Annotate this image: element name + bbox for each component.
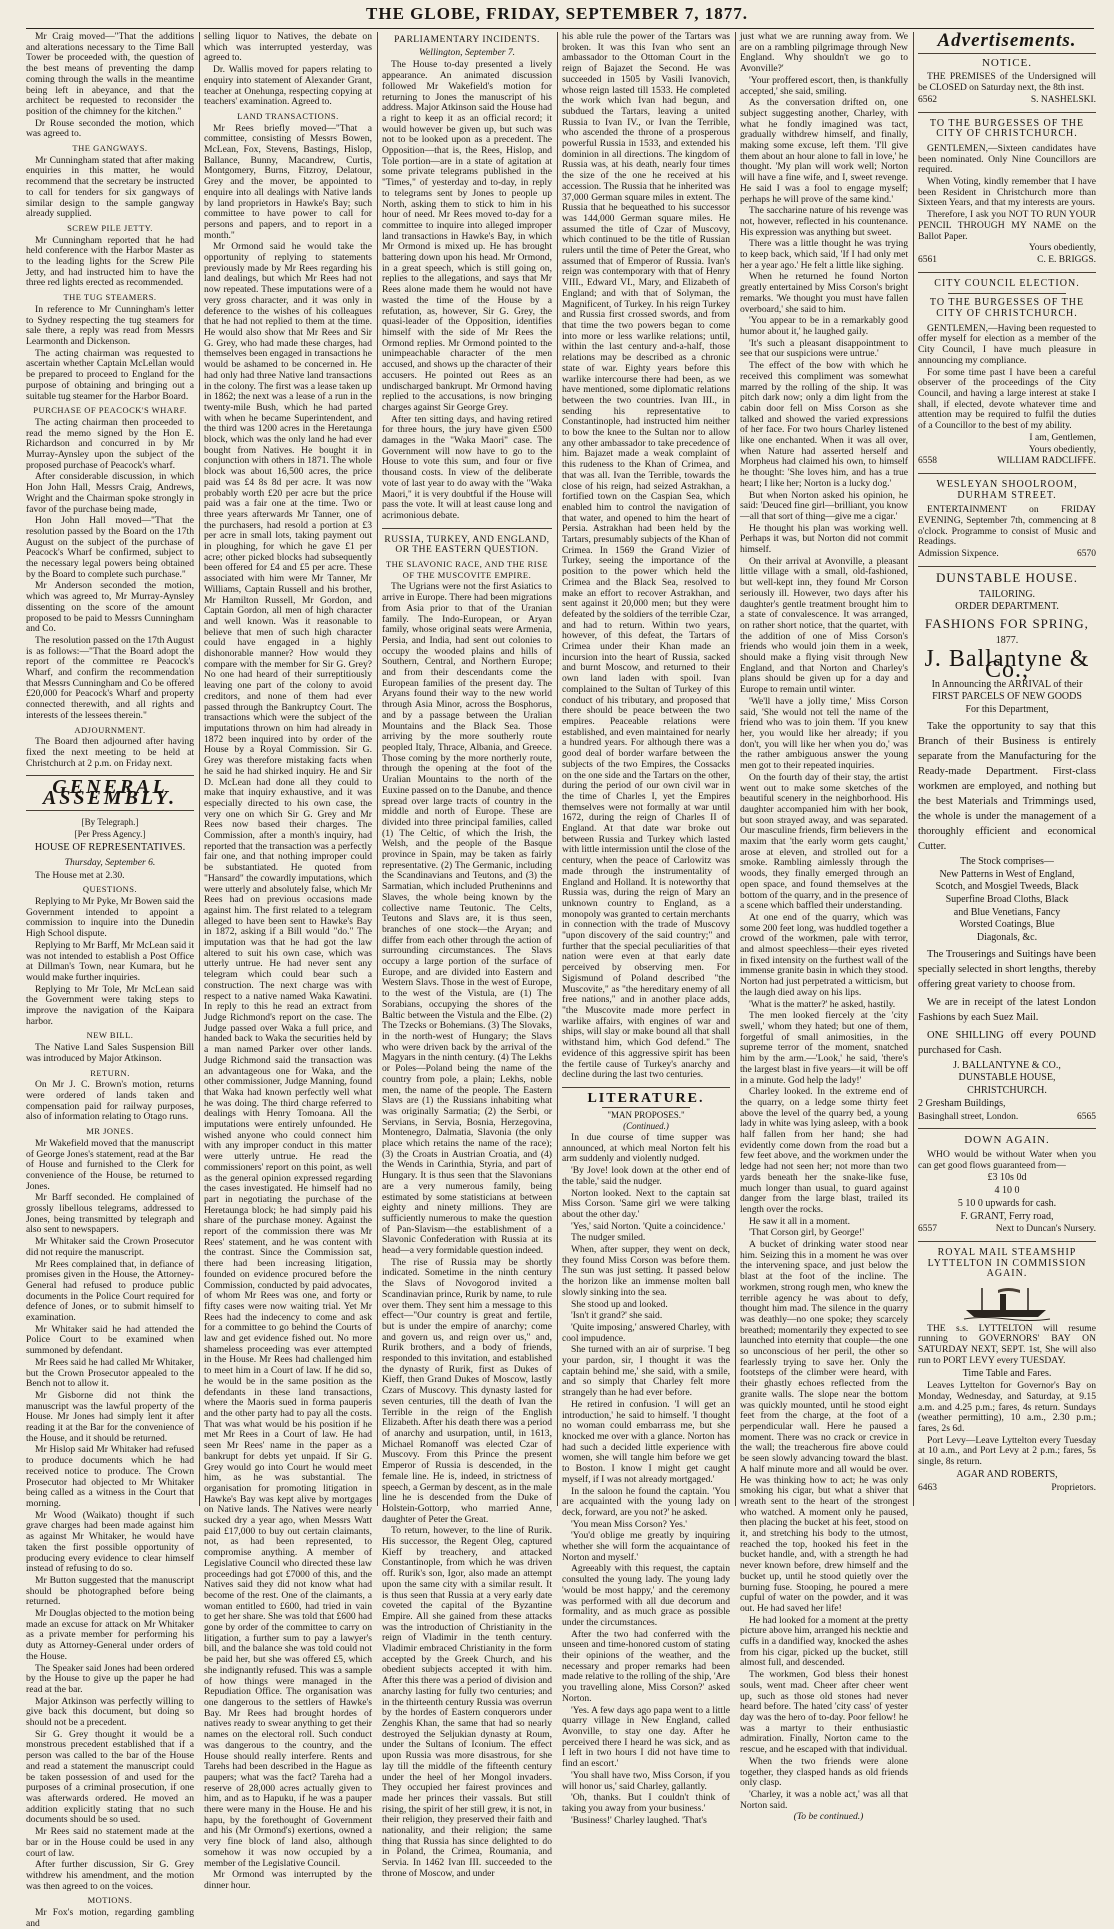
divider — [918, 1128, 1096, 1129]
masthead-title: THE GLOBE, FRIDAY, SEPTEMBER 7, 1877. — [366, 4, 748, 23]
divider — [26, 810, 194, 811]
stock-line: New Patterns in West of England, — [939, 868, 1075, 880]
steamship-icon — [962, 1284, 1052, 1320]
section-heading: ADJOURNMENT. — [74, 724, 146, 735]
article-paragraph: After ten sitting days, and having retired for three hours, the jury have given £500 damages in the "Waka Maori" case. The Government will now have to go to the House to vote this sum, and four or five thousand costs. In view of the deliberate vote of last year to do away with the "Waka Maori," it is very doubtful if the House will pass the vote. It will at least cause long and acrimonious debate. — [382, 413, 552, 521]
to-be-continued: (To be continued.) — [793, 1811, 864, 1823]
article-paragraph: The Board then adjourned after having fixed the next meeting to be held at Christchurch at 2 p.m. on Friday next. — [26, 736, 194, 769]
ad-body: Therefore, I ask you NOT TO RUN YOUR PENCIL THROUGH MY NAME on the Ballot Paper. — [918, 209, 1096, 242]
ad-signature-row — [918, 1224, 1096, 1235]
timetable-heading: Time Table and Fares. — [962, 1367, 1052, 1379]
ad-signature: S. NASHELSKI. — [1030, 94, 1096, 105]
story-paragraph: When he returned he found Norton greatly entertained by Miss Corson's bright remarks. 'We thought you must have fallen overboard,' she said to him. — [740, 271, 908, 315]
ad-body: ONE SHILLING off every POUND purchased for Cash. — [918, 1029, 1096, 1056]
section-heading: LAND TRANSACTIONS. — [237, 110, 339, 121]
article-paragraph: Mr Rees briefly moved—"That a committee, consisting of Messrs Bowen, McLean, Fox, Stevens, Bastings, Hislop, Ballance, Bunny, Macandrew, Curtis, Montgomery, Burns, Fitzroy, Delatour, Grey and the mover, be appointed to enquire into all dealings with Native lands by land proprietors in Hawke's Bay; such committee to have power to call for persons and papers, and to report in a month." — [204, 122, 372, 241]
story-paragraph: She turned with an air of surprise. 'I beg your pardon, sir, I thought it was the captain behind me,' she said, with a smile, and so simply that Charley felt more strangely than he had ever before. — [562, 1344, 730, 1399]
column-rule — [735, 32, 736, 1506]
story-paragraph: He had looked for a moment at the pretty picture above him, arranged his necktie and cuffs in a dandified way, knocked the ashes from his cigar, picked up the bucket, still almost full, and descended. — [740, 1614, 908, 1669]
ad-number: 6557 — [918, 1224, 937, 1235]
press-agency: [Per Press Agency.] — [74, 828, 146, 839]
story-paragraph: On the fourth day of their stay, the artist went out to make some sketches of the beautiful scenery in the neighborhood. His daughter accompanied him with her book, but soon strayed away, and was separated. Our masculine friends, firm believers in the maxim that 'the early worm gets caught,' arose at eleven, and strolled out for a smoke. Rambling aimlessly through the woods, they finally emerged through an open space, and found themselves at the bottom of the quarry, and in the presence of a scene which baffled their understanding. — [740, 771, 908, 912]
story-paragraph: The nudger smiled. — [571, 1232, 646, 1244]
ballantyne-name: J. Ballantyne & Co., — [924, 646, 1090, 684]
article-paragraph: Mr Fox's motion, regarding gambling and — [26, 1907, 194, 1929]
story-paragraph: 'Oh, thanks. But I couldn't think of taking you away from your business.' — [562, 1792, 730, 1814]
dunstable-title: DUNSTABLE HOUSE. — [935, 569, 1079, 585]
ad-number: 6570 — [1077, 549, 1096, 560]
story-paragraph: In the saloon he found the captain. 'You are acquainted with the young lady on deck, forward, are you not?' he asked. — [562, 1485, 730, 1518]
ad-number: 6558 — [918, 456, 937, 467]
story-paragraph: 'Charley, it was a noble act,' was all that Norton said. — [740, 1788, 908, 1811]
divider — [918, 566, 1096, 567]
divider — [918, 473, 1096, 474]
stock-line: Diagonals, &c. — [976, 932, 1038, 944]
ad-number: 6565 — [1077, 1111, 1096, 1122]
story-paragraph: 'That Corson girl, by George!' — [749, 1227, 864, 1239]
article-paragraph: Mr Wood (Waikato) thought if such grave charges had been made against him as against Mr Whitaker, he would have taken the first possible opportunity of producing every evidence to clear himself instead of refusing to do so. — [26, 1509, 194, 1575]
article-paragraph: The resolution passed on the 17th August is as follows:—"That the Board adopt the report of the committee re Peacock's Wharf, and confirm the recommendation that Messrs Cunningham and Co be offered £20,000 for Peacock's Wharf and property connected therewith, and all rights and interests of the lessees therein." — [26, 634, 194, 721]
column-5 — [740, 31, 908, 1823]
column-1 — [26, 31, 194, 1929]
section-heading: QUESTIONS. — [82, 884, 138, 895]
parliamentary-heading: PARLIAMENTARY INCIDENTS. — [394, 35, 540, 45]
article-paragraph: Dr Rouse seconded the motion, which was agreed to. — [26, 117, 194, 140]
ad-signature: DUNSTABLE HOUSE, — [958, 1072, 1056, 1084]
dunstable-line: For this Department, — [965, 704, 1049, 716]
ad-body: Port Levy—Leave Lyttelton every Tuesday at 10 a.m., and Port Levy at 2 p.m.; fares, 5s single, 8s return. — [918, 1434, 1096, 1468]
story-paragraph: The workmen, God bless their honest souls, went mad. Cheer after cheer went up, such as those old stones had never heard before. The hated 'city cass' of yester day was the hero of to-day. Poor fellow! he was a martyr to their enthusiastic admiration. Finally, Norton came to the rescue, and he escaped with that individual. — [740, 1669, 908, 1756]
stock-line: and Blue Venetians, Fancy — [953, 906, 1061, 918]
story-paragraph: 'Yes. A few days ago papa went to a little quarry village in New England, called Avonville, to stay one day. After he perceived there I heard he was sick, and as I left in two hours I did not have time to find an escort.' — [562, 1704, 730, 1770]
general-assembly-heading: GENERAL ASSEMBLY. — [42, 776, 178, 810]
article-paragraph: The Native Land Sales Suspension Bill was introduced by Major Atkinson. — [26, 1042, 194, 1064]
ad-body: WHO would be without Water when you can get good flows guaranteed from— — [918, 1149, 1096, 1171]
story-paragraph: 'Isn't it grand?' she said. — [571, 1310, 663, 1322]
column-rule — [557, 32, 558, 1506]
article-paragraph: The House to-day presented a lively appearance. An animated discussion followed Mr Wakefield's motion for returning to Jones the manuscript of his address. Major Atkinson said the House had a right to keep it as an official record; it would however be given up, but such was not to be looked upon as a precedent. The Opposition—that is, the Rees, Hislop, and Tole portion—are in a state of agitation at some private telegrams published in the "Times," of yesterday and to-day, in reply to telegrams sent by Jones to people up North, asking them to stick to him in his hour of need. Mr Rees moved to-day for a committee to inquire into alleged improper land transactions in Hawke's Bay, in which Mr Ormond is mixed up. He has brought battering down upon his head. Mr Ormond, in a great speech, which is still going on, replies to the allegations, and says that Mr Rees alone made them he would not have wasted the time of the House by a refutation, as, however, Sir G. Grey, the quasi-leader of the Opposition, identifies himself with the side of Mr Rees the Ormond replies. Mr Ormond pointed to the unimpeachable character of the men accused, and shows up the character of their accusers. He pointed out Rees as an undischarged bankrupt. Mr Ormond having replied to the accusations, is now bringing charges against Sir George Grey. — [382, 59, 552, 413]
continued-label: (Continued.) — [623, 1121, 669, 1132]
price-line: 4 10 0 — [994, 1185, 1020, 1197]
ad-title: TO THE BURGESSES OF THE CITY OF CHRISTCHURCH. — [929, 117, 1085, 140]
story-title: "MAN PROPOSES." — [607, 1109, 685, 1120]
ad-body: Yours obediently, — [1028, 443, 1096, 455]
advertisements-heading: Advertisements. — [937, 30, 1077, 51]
article-paragraph: In reference to Mr Cunningham's letter to Sydney respecting the tug steamers for sale there, a reply was read from Messrs Learmonth and Dickenson. — [26, 303, 194, 347]
story-paragraph: 'Yes,' said Norton. 'Quite a coincidence.' — [571, 1220, 726, 1232]
stock-line: The Stock comprises— — [960, 855, 1054, 867]
article-paragraph: The Ugrians were not the first Asiatics to arrive in Europe. There had been migrations from Asia prior to that of the Uranian family. The Indo-European, or Aryan family, whose original seats were Armenia, Persia, and India, had sent out colonies to occupy the wooded plains and hills of Southern, Central, and Northern Europe; and from their descendants come the European families of the present day. The Aryans found their way to the new world through Asia Minor, across the Bosphorus, and by a passage between the Uralian Mountains and the Black Sea. Those arriving by the more southerly route peopled Italy, Thrace, Albania, and Greece. Those coming by the more northerly route, through the opening at the foot of the Uralian Mountains to the north of the Euxine passed on to the Danube, and thence spread over large tracts of country in the middle and north of Europe. These are divided into three principal families, called (1) The Celtic, of which the Irish, the Welsh, and the people of the Basque province in Spain, may be taken as fairly representative. (2) The Germanic, including the Scandinavians and Teutons, and (3) the Sarmatian, which included Prutheninns and Slaves, the whole being known by the collective name Teutonic. The Celts, Teutons and Slavs are, it is thus seen, branches of one stock—the Aryan; and differ from each other through the action of surrounding circumstances. The Slavs occupy a large portion of the surface of Europe, and are divided into Eastern and Western Slavs. Those in the west of Europe, to the west of the Vistula, are (1) The Sorabians, occupying the shores of the Baltic between the Vistula and the Elbe. (2) The Tzecks or Bohemians. (3) The Slovaks, in the north-west of Hungary; the Slavs who were driven back by the arrival of the Magyars in the ninth century. (4) The Lekhs or Poles—Poland being the name of the country from pole, a plain; Lekhs, noble men, the name of the people. The Eastern Slavs are (1) the Russians inhabiting what was originally Sarmatia; (2) the Serbi, or Servians, in Servia, Bosnia, Herzegovina, Montenegro, Dalmatia, Slavonia (the only place which retains the name of the race); (3) the Croats in Austrian Croatia, and (4) the Wends in Carinthia, Styria, and part of Hungary. It is thus seen that the Slavonians are a very numerous family, being estimated by some statisticians at between eighty and ninety millions. They are sufficiently numerous to make the question of Pan-Slavism—the establishment of a Slavonic Confederation with Russia at its head—a very formidable question indeed. — [382, 581, 552, 1257]
russia-subheading: THE SLAVONIC RACE, AND THE RISE OF THE MUSCOVITE EMPIRE. — [385, 559, 549, 580]
ad-body: ENTERTAINMENT on FRIDAY EVENING, September 7th, commencing at 8 o'clock. Programme to consist of Music and Readings. — [918, 504, 1096, 548]
article-paragraph: The acting chairman then proceeded to read the memo signed by the Hon E. Richardson and concurred in by Mr Murray-Aynsley upon the subject of the proposed purchase of Peacock's wharf. — [26, 416, 194, 471]
column-6-advertisements — [918, 32, 1096, 1506]
section-heading: THE GANGWAYS. — [72, 143, 148, 154]
divider — [562, 1087, 730, 1088]
stock-line: Worsted Coatings, Blue — [959, 919, 1055, 931]
article-paragraph: The rise of Russia may be shortly indicated. Sometime in the ninth century the Slavs of Novogorod invited a Scandinavian prince, Rurik by name, to rule over them. They sent him a message to this effect—"Our country is great and fertile, but is under the empire of anarchy; come and govern us, and reign over us," and, Rurik brothers, and a body of friends, responded to this invitation, and established the dynasty of Rurik, first as Dukes of Kieff, then Grand Dukes of Moscow, lastly Czars of Muscovy. This dynasty lasted for seven centuries, till the death of Ivan the Terrible in the reign of the English Elizabeth. After his death there was a period of anarchy and usurpation, until, in 1613, Michael Romanoff was elected Czar of Muscovy. From this Prince the present Emperor of Russia is descended, in the female line. He is, indeed, in strictness of speech, a German by descent, as in the male line he is descended from the Duke of Holstein-Gottorp, who married Anne, daughter of Peter the Great. — [382, 1256, 552, 1525]
article-paragraph: Replying to Mr Tole, Mr McLean said the Government were taking steps to improve the navigation of the Kaipara harbor. — [26, 983, 194, 1027]
story-paragraph: 'We'll have a jolly time,' Miss Corson said, 'She would not tell the name of the friend who was to join them. 'If you knew her, you would like her already; if you don't, you will like her when you do,' was the rather ambiguous answer the young men got to their repeated inquiries. — [740, 695, 908, 772]
article-paragraph: Mr Barff seconded. He complained of grossly libellous telegrams, addressed to Jones, being transmitted by telegraph and also sent to newspapers. — [26, 1192, 194, 1236]
article-paragraph: Mr Ormond said he would take the opportunity of replying to statements previously made by Mr Rees regarding his land dealings, but which Mr Rees had not now repeated. These imputations were of a very gross character, and it was only in deference to the wishes of his colleagues that he had not replied to them at the time. He would also show that Mr Rees and Sir G. Grey, who had made these charges, had themselves been engaged in transactions he would be ashamed to be concerned in. He had only had three Native land transactions in the colony. The first was a lease taken up in 1862; the next was a lease of a run in the twenty-mile Bush, which he had parted with when he became Superintendent, and the third was 1200 acres in the Heretaunga block, which was the only land he had ever bought from Natives. He bought it in conjunction with others in 1871. The whole block was about 16,500 acres, the price paid was £4 8s 8d per acre. It was now probably worth £20 per acre but the price paid was a fair one at the time. Two or three years afterwards Mr Tanner, one of the purchasers, had resold a portion at £3 per acre in small lots, taking payment out in ploughing, for which he gave £1 per acre; other picked blocks had subsequently been offered for £4 and £5 per acre. These associated with him were Mr Tanner, Mr Williams, Captain Russell and his brother, Mr Hamilton Russell, Mr Gordon, and Captain Gordon, all men of high character and well known. Was it reasonable to believe that men of such high character could have engaged in a highly dishonorable manner? How would they compare with the member for Sir G. Grey? No one had heard of their surreptitiously leaving one part of the colony to avoid creditors, and none of them had ever passed through the Bankruptcy Court. The transactions which were the subject of the imputations thrown on him had already in 1872 been inquired into by order of the House by a Royal Commission. Sir G. Grey was therefore mistaking facts when he said he had shirked inquiry. He and Sir D. McLean had done all they could to make that inquiry exhaustive, and it was especially directed to his own case, the very one on which Sir G. Grey and Mr Rees now based their charges. The Commission, after a month's inquiry, had reported that the transaction was a perfectly fair one, and that nothing improper could be substantiated. He quoted from "Hansard" the cowardly imputations, which were utterly and absolutely false, which Mr Rees had on previous occasions made against him. The first related to a telegram alleged to have been sent to Hawke's Bay in 1872, asking if a Bill would "do." The imputation was that he had got the law altered to suit his own case, which was utterly untrue. He had never sent any telegram which could bear such a construction. The next charge was with respect to a native named Waka Kawatini. In reply to this he read an extract from Judge Richmond's report on the case. The Judge passed over Waka a full price, and handed back to Waka the securities held by a man named Parker over other lands. Judge Richmond said the transaction was an advantageous one for Waka, and the other commissioner, Judge Manning, found that Waka had known perfectly well what he was doing. The third charge referred to dealings with Henry Tomoana. All the imputations were entirely unfounded. He wished anyone who could connect him with any improper conduct in this matter were utterly untrue. He read the commissioners' report on this point, as well as the general opinion expressed regarding the cases investigated. He himself had no part in negotiating the purchase of the Heretaunga block; he had simply paid his share of the purchase money. Against the report of the commission there was Mr Rees' statement, and he was content with the contrast. Since the Commission sat, there had been increasing litigation, founded on evidence procured before the Commission, conducted by paid advocates, of whom Mr Rees was one, and forty or fifty cases were now waiting trial. Yet Mr Rees had the indecency to come and ask for a committee to go behind the Courts of law and get evidence fished out. No more shameless proceeding was ever attempted in the House. Mr Rees had challenged him to meet him in a Court of law. If he did so, he would be in the same position as the defendants in these land transactions, where the Maoris sued in forma pauperis and the other party had to pay all the costs. That was what would be his position if he met Mr Rees in a Court of law. He had seen Mr Rees' name in the paper as a bankrupt for debts yet unpaid. If Sir G. Grey would go into Court he would meet him, as he was substantial. The organisation for promoting litigation in Hawke's Bay was kept alive by mortgages on Native lands. The Natives were nearly sucked dry a year ago, when Messrs Watt paid £17,000 to buy out certain claimants, not, as had been represented, to compromise anything. A member of Legislative Council who directed these law proceedings had got £7000 of this, and the Natives said they did not know what had become of the rest. One of the claimants, a woman entitled to £600, had tried in vain to get her share. She was told that £600 had gone by order of the committee to carry on litigation, a further sum to pay a lawyer's bill, and the balance she was told could not be paid her, but she was offered £5, which she indignantly refused. This was a sample of how things were managed in the Repudiation Office. The organisation was one dangerous to the settlers of Hawke's Bay. Mr Rees had brought hordes of natives ready to swear anything to get their names on the electoral roll. Such conduct was dangerous to the country, and the House should really interfere. Rents and Tarehs had been described in the Hague as paupers; what was the fact? Tareha had a reserve of 28,000 acres actually given to him, and as to Hapuku, if he was a pauper there were many in the House. He and his hapu, by the forethought of Government and his (Mr Ormond's) exertions, owned a very fine block of land also, although somehow it was now occupied by a member of the Legislative Council. — [204, 241, 372, 1869]
ad-body: The Trouserings and Suitings have been specially selected in short lengths, thereby offering great variety to choose from. — [918, 948, 1096, 990]
ad-number: 6562 — [918, 94, 937, 105]
ad-body: For some time past I have been a careful observer of the proceedings of the City Council, and having a large interest at stake I shall, if elected, devote whatever time and attention may be required to fulfil the duties of a Councillor to the best of my ability. — [918, 366, 1096, 432]
story-paragraph: When, after supper, they went on deck, they found Miss Corson was before them. The sun was just setting. It passed below the horizon like an immense molten ball slowly sinking into the sea. — [562, 1244, 730, 1298]
story-paragraph: After the two had conferred with the unseen and time-honored custom of stating their opinions of the weather, and the necessary and proper remarks had been made relative to the rolling of the ship, 'Are you travelling alone, Miss Corson?' asked Norton. — [562, 1628, 730, 1704]
ad-address: Basinghall street, London. — [918, 1111, 1019, 1122]
article-paragraph: his able rule the power of the Tartars was broken. It was this Ivan who sent an ambassador to the Ottoman Court in the reign of Bajazet the Second. He was succeeded in 1505 by Vasili Ivanovich, whose reign lasted till 1533. He completed the work which Ivan had begun, and subdued the Tartars, leaving a united Russia to Ivan IV., or Ivan the Terrible, who ascended the throne of a prosperous powerful Russia in 1533, and extended his dominion in all directions. The kingdom of Russia was, at his death, nearly four times the size of the one he received at his accession. The Russia that he inherited was 37,000 German square miles in extent. The Russia that he bequeathed to his successor was 144,000 German square miles. He assumed the title of Czar of Muscovy, which continued to be the title of Russian rulers until the time of Peter the Great, who assumed that of Emperor of Russia. Ivan's reign was contemporary with that of Henry VIII., Edward VI., Mary, and Elizabeth of England; and with that of Solyman, the Magnificent, of Turkey. In his reign Turkey and Russia first crossed swords, and from that time the two powers began to come into more or less warlike relations; until, within the last century and-a-half, those relations may be described as a chronic state of war. Eighty years before this warlike intercourse there had been, as we have mentioned, some diplomatic relations between the two countries. Ivan III., in sending his representative to Constantinople, had instructed him neither to bow the knee to the Sultan nor to allow any other ambassador to take precedence of him. Bajazet made a weak complaint of this rudeness to the Khan of Crimea, and that was all. Ivan the Terrible, towards the close of his reign, had seized Astrakhan, a fortified town on the Caspian Sea, which enabled him to control the navigation of that water, and opened to him the heart of Persia. Astrakhan had been held by the Tartars, presumably subjects of the Khan of Crimea. In 1569 the Grand Vizier of Turkey, seeing the importance of the position to the power which held the Crimea and the Black Sea, resolved to make an effort to recover Astrakhan, and sent against it 20,000 men; but they were defeated by the soldiers of the terrible Czar, and had to return. Within two years, however, of this defeat, the Tartars of Crimea under their Khan made an incursion into the heart of Russia, sacked and burnt Moscow, and returned to their own land laden with spoil. Ivan complained to the Sultan of Turkey of this conduct of his tributary, and proposed that there should be peace between the two empires. Peaceable relations were established, and even maintained for nearly a hundred years. For although there was a good deal of border warfare between the subjects of the two Empires, the Cossacks on the one side and the Tartars on the other, during the period of our own civil war in the time of Charles I, yet the Empires themselves were not formally at war until 1672, during the reign of Charles II of England. At that date war broke out between Russia and Turkey which lasted with little intermission until the close of the century, when the peace of Carlowitz was made through the instrumentality of England and Holland. It is noteworthy that Russia was, during the reign of Mary an unknown country to England, as a monopoly was granted to certain merchants in connection with the trade of Muscovy "upon discovery of the said country;" and further that the special peculiarities of that nation were even at that early date perceived by observing men. For Sigismund of Poland described "the Muscovite," as "the hereditary enemy of all free nations," and in another place adds, "the Muscovite made more perfect in warlike affairs, with engines of war and ships, will slay or make bound all that shall withstand him, which God defend." The evidence of this aggressive spirit has been the fertile cause of Turkey's anarchy and decline during the last two centuries. — [562, 31, 730, 1081]
ad-signature: F. GRANT, Ferry road, — [960, 1210, 1054, 1222]
divider — [382, 528, 552, 529]
article-paragraph: Mr Gisborne did not think the manuscript was the lawful property of the House. Mr Jones had simply lent it after reading it at the Bar for the convenience of the House, and it should be returned. — [26, 1389, 194, 1444]
ad-signature-row — [918, 255, 1096, 266]
article-paragraph: Sir G. Grey thought it would be a monstrous precedent established that if a person was called to the bar of the House and read a statement the manuscript could be taken possession of and used for the purposes of a criminal prosecution, if one was afterwards ordered. He moved an addition explicitly stating that no such documents should be so used. — [26, 1728, 194, 1826]
section-heading: PURCHASE OF PEACOCK'S WHARF. — [33, 405, 187, 416]
story-paragraph: 'By Jove! look down at the other end of the table,' said the nudger. — [562, 1165, 730, 1187]
ad-body: GENTLEMEN,—Sixteen candidates have been nominated. Only Nine Councillors are required. — [918, 142, 1096, 176]
article-paragraph: Mr Craig moved—"That the additions and alterations necessary to the Time Ball Tower be proceeded with, the question of the best means of preventing the damp coming through the walls in the meantime being left in abeyance, and that the architect be requested to reconsider the position of the chimney for the kitchen." — [26, 31, 194, 117]
story-paragraph: At one end of the quarry, which was some 200 feet long, was huddled together a crowd of the workmen, pale with terror, and almost speechless—their eyes riveted in fixed intensity on the furthest wall of the immense granite basin in which they stood. Norton had just perpetrated a witticism, but the laugh died away on his lips. — [740, 911, 908, 998]
russia-heading: RUSSIA, TURKEY, AND ENGLAND, OR THE EASTERN QUESTION. — [384, 534, 550, 556]
dunstable-line: TAILORING. — [978, 588, 1036, 600]
article-paragraph: After considerable discussion, in which Hon John Hall, Messrs Craig, Andrews, Wright and the Chairman spoke strongly in favor of the purchase being made, — [26, 471, 194, 515]
ad-title: TO THE BURGESSES OF THE CITY OF CHRISTCHURCH. — [929, 297, 1085, 320]
divider — [918, 53, 1096, 54]
story-paragraph: 'You appear to be in a remarkably good humor about it,' he laughed gaily. — [740, 315, 908, 337]
ad-signature-row — [918, 549, 1096, 560]
ad-signature: CHRISTCHURCH. — [967, 1085, 1047, 1097]
article-paragraph: Dr. Wallis moved for papers relating to enquiry into statement of Alexander Grant, teacher at Onehunga, respecting copying at teachers' examination. Agreed to. — [204, 64, 372, 108]
ad-title: WESLEYAN SHOOLROOM, DURHAM STREET. — [936, 478, 1078, 501]
article-paragraph: Mr Douglas objected to the motion being made an excuse for attack on Mr Whitaker as a private member for performing his duty as Attorney-General under orders of the House. — [26, 1608, 194, 1662]
column-rule — [377, 32, 378, 1506]
story-paragraph: The saccharine nature of his revenge was not, however, reflected in his countenance. His expression was anything but sweet. — [740, 205, 908, 238]
ad-body: THE PREMISES of the Undersigned will be CLOSED on Saturday next, the 8th inst. — [918, 71, 1096, 94]
ad-title: CITY COUNCIL ELECTION. — [934, 277, 1080, 289]
ad-title: NOTICE. — [981, 56, 1033, 69]
ad-signature: WILLIAM RADCLIFFE. — [997, 456, 1096, 467]
section-heading: THE TUG STEAMERS. — [63, 292, 157, 303]
ad-body: Yours obediently, — [1028, 242, 1096, 254]
article-paragraph: Mr Rees complained that, in defiance of promises given in the House, the Attorney-General had refused to produce public documents in the Police Court required for defence of Jones, or to submit himself to examination. — [26, 1258, 194, 1324]
article-paragraph: selling liquor to Natives, the debate on which was interrupted yesterday, was agreed to. — [204, 31, 372, 64]
masthead-rule — [26, 28, 1094, 29]
section-heading: RETURN. — [90, 1067, 130, 1078]
ad-signature: C. E. BRIGGS. — [1037, 254, 1096, 265]
ad-signature-row — [918, 1112, 1096, 1123]
story-paragraph: In due course of time supper was announced, at which meal Norton felt his arm suddenly and violently nudged. — [562, 1132, 730, 1165]
story-paragraph: When the two friends were alone together, they clasped hands as old friends only clasp. — [740, 1755, 908, 1789]
ad-body: We are in receipt of the latest London Fashions by each Suez Mail. — [918, 996, 1096, 1023]
ad-signature-row — [918, 1483, 1096, 1494]
ad-body: I am, Gentlemen, — [1029, 431, 1096, 443]
by-telegraph: [By Telegraph.] — [81, 816, 139, 827]
story-paragraph: 'Your proffered escort, then, is thankfully accepted,' she said, smiling. — [740, 74, 908, 97]
article-paragraph: Mr Cunningham reported that he had held conference with the Harbor Master as to the leading lights for the Screw Pile Jetty, and had instructed him to have the three red lights erected as recommended. — [26, 234, 194, 289]
columns — [26, 30, 1096, 1929]
divider — [602, 1107, 690, 1108]
dunstable-line: FASHIONS FOR SPRING, — [925, 615, 1089, 631]
story-paragraph: 'You mean Miss Corson? Yes.' — [571, 1518, 688, 1530]
ad-address: 2 Gresham Buildings, — [918, 1097, 1006, 1109]
literature-heading: LITERATURE. — [587, 1090, 705, 1106]
section-heading: MR JONES. — [86, 1126, 134, 1137]
story-paragraph: She stood up and looked. — [571, 1298, 668, 1310]
article-paragraph: After further discussion, Sir G. Grey withdrew his amendment, and the motion was then agreed to on the voices. — [26, 1859, 194, 1892]
ad-title: DOWN AGAIN. — [964, 1134, 1050, 1147]
ad-admission: Admission Sixpence. — [918, 549, 999, 560]
article-paragraph: Hon John Hall moved—"That the resolution passed by the Board on the 17th August on the subject of the purchase of Peacock's Wharf be confirmed, subject to the necessary legal powers being obtained by the Board to complete such purchase." — [26, 515, 194, 580]
story-paragraph: The effect of the bow with which he received this compliment was somewhat marred by the rolling of the ship. It was pitch dark now; only a dim light from the cabin door fell on Miss Corson as she talked and showed the varied expressions of her face. For two hours Charley listened like one enchanted. When it was all over, when Nature had asserted herself and Morpheus had claimed his own, to himself he thought: 'She loves him, and has a true heart; I like her; Norton is a lucky dog.' — [740, 360, 908, 489]
ad-number: 6463 — [918, 1482, 937, 1493]
article-paragraph: Mr Rees said he had called Mr Whitaker, but the Crown Prosecutor appealed to the Bench not to allow it. — [26, 1356, 194, 1390]
masthead — [0, 4, 1114, 24]
divider — [918, 1241, 1096, 1242]
ad-body: Leaves Lyttelton for Governor's Bay on Monday, Wednesday, and Saturday, at 9.15 a.m. and 4.25 p.m.; fares, 4s return. Sundays (weather permitting), 10 a.m., 2.30 p.m.; fares, 2s 6d. — [918, 1380, 1096, 1435]
dateline: Wellington, September 7. — [418, 46, 516, 58]
story-paragraph: As the conversation drifted on, one subject suggesting another, Charley, with what he fondly imagined was tact, gradually withdrew himself, and finally, making some excuse, left them. 'I'll give them about an hour alone to fall in love,' he thought. 'My plan will work well; Norton will have a fine wife, and I, sweet revenge. He said I was a fool to engage myself; perhaps he will prove of the same kind.' — [740, 97, 908, 205]
article-paragraph: Mr Anderson seconded the motion, which was agreed to, Mr Murray-Aynsley dissenting on the score of the amount proposed to be paid to Messrs Cunningham and Co. — [26, 580, 194, 635]
ad-body: When Voting, kindly remember that I have been Resident in Christchurch more than Sixteen Years, and that my interests are yours. — [918, 176, 1096, 209]
article-paragraph: Major Atkinson was perfectly willing to give back this document, but doing so should not be a precedent. — [26, 1695, 194, 1729]
story-paragraph: A bucket of drinking water stood near him. Seizing this in a moment he was over the intervening space, and just below the blast at the foot of the incline. The workmen, strong rough men, who knew the terrible agency he was about to defy, thought him mad. The silence in the quarry was deathly—no one spoke; they scarcely breathed; momentarily they expected to see launched into eternity that couple—the one so unconscious of her peril, the other so fearlessly trying to save her. Only the footsteps of the climber were heard, with their ghastly echoes reflected from the granite walls. The slope near the bottom was quickly mounted, until he stood eight feet from the charge, at the foot of a perpendicular wall. Here he paused a moment. There was no crack or crevice in the wall; the treacherous fire above could be seen slowly advancing toward the blast. A half minute more and all would be over. He was thinking how to act; he was only smoking his cigar, but what a shiver that wreath sent to the heart of the strongest who watched. A moment only he paused, then placing the bucket at his feet, stood on it, and stretching his body to the utmost, reached the top, hooked his feet in the bucket handle, and, with a strength he had never known before, drew himself and the bucket up, until he stood quietly over the burning fuse. Stooping, he poured a mere cupful of water on the powder, and it was out. He had saved her life! — [740, 1239, 908, 1614]
ad-signature: Next to Duncan's Nursery. — [995, 1224, 1096, 1235]
story-paragraph: There was a little thought he was trying to keep back, which said, 'If I had only met her a year ago.' He felt a little like sighing. — [740, 238, 908, 271]
article-paragraph: Mr Whitaker said he had attended the Police Court to be examined when summoned by defendant. — [26, 1323, 194, 1357]
section-heading: SCREW PILE JETTY. — [67, 222, 153, 233]
article-paragraph: Mr Rees said no statement made at the bar or in the House could be used in any court of law. — [26, 1826, 194, 1859]
story-paragraph: 'It's such a pleasant disappointment to see that our suspicions were untrue.' — [740, 337, 908, 360]
ad-body: GENTLEMEN,—Having been requested to offer myself for election as a member of the City Council, I have much pleasure in announcing my compliance. — [918, 322, 1096, 366]
column-4 — [562, 31, 730, 1826]
story-paragraph: He retired in confusion. 'I will get an introduction,' he said to himself. 'I thought no woman could embarrass me, but she knocked me over with a glance. Norton has had such a decided little experience with women, she will tangle him before we get to Boston. I know I might get caught myself, if I was not already mortgaged.' — [562, 1398, 730, 1485]
story-paragraph: 'Quite imposing,' answered Charley, with cool impudence. — [562, 1321, 730, 1344]
ad-signature: Proprietors. — [1051, 1482, 1096, 1493]
article-paragraph: To return, however, to the line of Rurik. His successor, the Regent Oleg, captured Kieff by treachery, and attacked Constantinople, from which he was driven off. Rurik's son, Igor, also made an attempt upon the same city with a similar result. It is thus seen that Russia at a very early date coveted the capital of the Byzantine Empire. All she gained from these attacks was the introduction of Christianity in the reign of Vladimir in the tenth century. Vladimir embraced Christianity in the form accepted by the Greek Church, and his obedient subjects accepted it with him. After this there was a period of division and anarchy lasting for fully two centuries; and in the thirteenth century Russia was overrun by the hordes of Eastern conquerors under Zenghis Khan, the same that had so nearly destroyed the Seljukian dynasty at Roum, under the Sultans of Iconium. The effect upon Russia was more disastrous, for she lay till the middle of the fifteenth century under the heel of her Mongol invaders. They occupied her fairest provinces and made her princes their vassals. But still rising, the spirit of her still grew, it is not, in their religion, they preserved their faith and nationality, and their religion; the same thing that Russia has since delighted to do in Poland, the Crimea, Roumania, and Servia. In 1462 Ivan III. succeeded to the throne of Moscow, and under — [382, 1525, 552, 1879]
article-paragraph: Replying to Mr Barff, Mr McLean said it was not intended to establish a Post Office at Dillman's Town, near Kumara, but he would make further inquiries. — [26, 939, 194, 983]
ad-signature-row — [918, 456, 1096, 467]
article-paragraph: Mr Ormond was interrupted by the dinner hour. — [204, 1869, 372, 1891]
divider — [948, 293, 1066, 294]
story-paragraph: But when Norton asked his opinion, he said: 'Deuced fine girl—brilliant, you know—all that sort of thing—give me a cigar.' — [740, 489, 908, 522]
story-paragraph: Norton looked. Next to the captain sat Miss Corson. 'Same girl we were talking about the other day.' — [562, 1187, 730, 1220]
dateline: Thursday, September 6. — [64, 856, 156, 868]
dunstable-line: FIRST PARCELS OF NEW GOODS — [932, 691, 1082, 703]
story-paragraph: He thought his plan was working well. Perhaps it was, but Norton did not commit himself. — [740, 522, 908, 556]
article-paragraph: Replying to Mr Pyke, Mr Bowen said the Government intended to appoint a commission to inquire into the Dunedin High School dispute. — [26, 896, 194, 940]
section-heading: NEW BILL. — [86, 1030, 134, 1041]
dunstable-line: In Announcing the ARRIVAL of their — [931, 678, 1083, 690]
ad-body: THE s.s. LYTTELTON will resume running to GOVERNORS' BAY ON SATURDAY NEXT, SEPT. 1st, She will also run to PORT LEVY every TUESDAY. — [918, 1322, 1096, 1366]
ad-title: ROYAL MAIL STEAMSHIP LYTTELTON IN COMMISSION AGAIN. — [927, 1246, 1087, 1280]
story-paragraph: 'What is the matter?' he asked, hastily. — [749, 998, 896, 1010]
stock-line: Superfine Broad Cloths, Black — [945, 893, 1069, 905]
stock-line: Scotch, and Mosgiel Tweeds, Black — [935, 881, 1079, 893]
ad-body: Take the opportunity to say that this Branch of their Business is entirely separate from the Manufacturing for the Ready-made Department. First-class workmen are employed, and nothing but the best Materials and Trimmings used, the whole is under the management of a thoroughly efficient and economical Cutter. — [918, 720, 1096, 852]
article-paragraph: Mr Button suggested that the manuscript should be photographed before being returned. — [26, 1574, 194, 1608]
story-paragraph: He saw it all in a moment. — [749, 1215, 850, 1227]
ad-number: 6561 — [918, 254, 937, 265]
section-heading: MOTIONS. — [87, 1895, 133, 1906]
story-paragraph: Charley looked. In the extreme end of the quarry, on a ledge some thirty feet above the level of the quarry bed, a young lady in white was lying asleep, with a book half fallen from her hand; she had evidently come down from the road but a few feet above, and the workmen under the ledge had not seen her; not more than two yards beneath her the snake-like fuse, much longer than usual, to guard against danger from the large blast, trailed its length over the rocks. — [740, 1086, 908, 1215]
ad-signature-row — [918, 95, 1096, 106]
price-line: £3 10s 0d — [987, 1172, 1027, 1184]
story-paragraph: 'You shall have two, Miss Corson, if you will honor us,' said Charley, gallantly. — [562, 1769, 730, 1792]
article-paragraph: Mr Hislop said Mr Whitaker had refused to produce documents which he had received notice to produce. The Crown Prosecutor had objected to Mr Whitaker being called as a witness in the Court that morning. — [26, 1444, 194, 1509]
ad-signature: J. BALLANTYNE & CO., — [953, 1059, 1061, 1071]
article-paragraph: The Speaker said Jones had been ordered by the House to give up the paper he had read at the bar. — [26, 1662, 194, 1695]
house-heading: HOUSE OF REPRESENTATIVES. — [34, 842, 186, 854]
article-paragraph: Mr Wakefield moved that the manuscript of George Jones's statement, read at the Bar of House and furnished to the Clerk for convenience of the House, be returned to Jones. — [26, 1137, 194, 1192]
divider — [918, 112, 1096, 113]
story-paragraph: The men looked fiercely at the 'city swell,' whom they hated; but one of them, forgetful of small animosities, in the supreme terror of the moment, snatched him by the arm.—'Look,' he said, 'there's the largest blast in five years—it will be off in a minute. God help the lady!' — [740, 1010, 908, 1086]
column-rule — [199, 32, 200, 1506]
dunstable-line: ORDER DEPARTMENT. — [955, 601, 1059, 613]
article-paragraph: The acting chairman was requested to ascertain whether Captain McLellan would be prepared to proceed to England for the purpose of obtaining and bringing out a suitable tug steamer for the Harbor Board. — [26, 347, 194, 402]
ad-signature: AGAR AND ROBERTS, — [956, 1468, 1058, 1480]
article-paragraph: The House met at 2.30. — [35, 869, 125, 881]
article-paragraph: Mr Whitaker said the Crown Prosecutor did not require the manuscript. — [26, 1236, 194, 1258]
story-paragraph: On their arrival at Avonville, a pleasant little village with a small, old-fashioned, but well-kept inn, they found Mr Corson seriously ill. However, two days after his daughter's gentle treatment brought him to a state of convalescence. It was arranged, on rather short notice, that the quartet, with the addition of one of Miss Corson's friends who would join them in a week, should make a flying visit through New England, and that Norton and Charley's plans should be given up for a day and Europe to remain until winter. — [740, 555, 908, 696]
price-line: 5 10 0 upwards for cash. — [957, 1197, 1057, 1209]
column-2 — [204, 31, 372, 1891]
article-paragraph: Mr Cunningham stated that after making enquiries in this matter, he would recommend that the secretary be instructed to call for tenders for six gangways of similar design to the sample gangway already supplied. — [26, 154, 194, 220]
divider — [918, 272, 1096, 273]
column-rule — [913, 32, 914, 1506]
dunstable-line: 1877. — [995, 634, 1019, 646]
story-paragraph: Agreeably with this request, the captain consulted the young lady. The young lady 'would be most happy,' and the ceremony was performed with all due decorum and formality, and as much grace as possible under the circumstances. — [562, 1563, 730, 1628]
story-paragraph: just what we are running away from. We are on a rambling pilgrimage through New England. Why shouldn't we go to Avonville?' — [740, 31, 908, 75]
column-3 — [382, 32, 552, 1879]
article-paragraph: On Mr J. C. Brown's motion, returns were ordered of lands taken and compensation paid for railway purposes, also of information relating to Otago runs. — [26, 1079, 194, 1123]
story-paragraph: 'Business!' Charley laughed. 'That's — [571, 1814, 707, 1826]
story-paragraph: 'You'd oblige me greatly by inquiring whether she will form the acquaintance of Norton and myself.' — [562, 1530, 730, 1563]
